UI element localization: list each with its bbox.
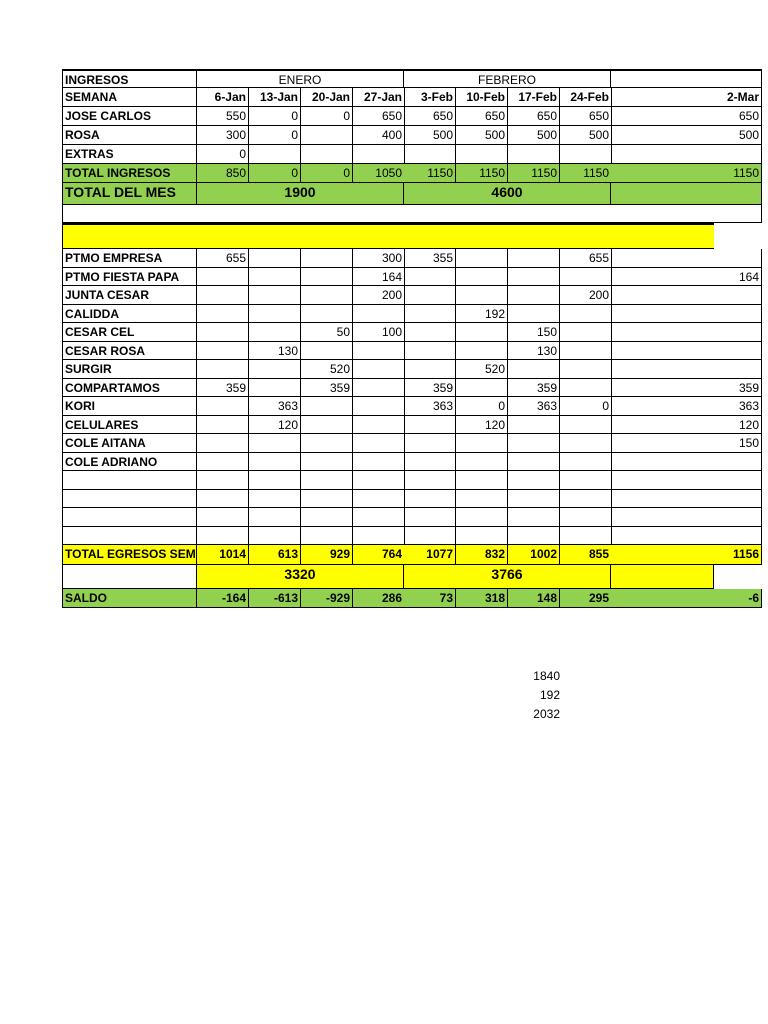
expense-row-cell[interactable] bbox=[508, 360, 560, 379]
expense-row-cell[interactable] bbox=[508, 249, 560, 268]
expense-row bbox=[62, 471, 762, 490]
expense-row-cell[interactable] bbox=[353, 397, 405, 416]
income-row-cell[interactable] bbox=[404, 145, 456, 164]
expense-row-cell[interactable] bbox=[301, 434, 353, 453]
expense-row-cell[interactable] bbox=[456, 379, 508, 398]
income-row-cell[interactable] bbox=[249, 145, 301, 164]
expense-row-cell[interactable] bbox=[560, 453, 612, 472]
expense-row-cell[interactable] bbox=[560, 527, 612, 546]
expense-row-cell[interactable] bbox=[560, 268, 612, 287]
expense-row-cell[interactable]: 363 bbox=[508, 397, 560, 416]
expense-row bbox=[62, 527, 762, 546]
expense-row-cell[interactable] bbox=[249, 286, 301, 305]
total-egresos-mes-cell[interactable]: 3320 bbox=[197, 565, 404, 589]
expense-row-cell[interactable] bbox=[560, 490, 612, 509]
expense-row-cell[interactable] bbox=[353, 434, 405, 453]
expense-row-cell[interactable] bbox=[560, 360, 612, 379]
ingresos-header[interactable]: INGRESOS bbox=[62, 69, 197, 88]
total-mes-row-month-cell[interactable]: 1900 bbox=[197, 183, 404, 205]
expense-row bbox=[62, 416, 762, 435]
expense-row-cell[interactable]: 359 bbox=[404, 379, 456, 398]
week-header[interactable]: 3-Feb bbox=[404, 88, 456, 107]
saldo-row-cell[interactable]: -929 bbox=[301, 589, 353, 608]
total-egresos-row-cell[interactable]: 1002 bbox=[508, 545, 560, 565]
expense-row-cell[interactable] bbox=[508, 453, 560, 472]
expense-row-cell[interactable]: 359 bbox=[508, 379, 560, 398]
income-row-cell[interactable]: 500 bbox=[560, 126, 612, 145]
week-header[interactable]: 27-Jan bbox=[353, 88, 405, 107]
expense-row bbox=[62, 453, 762, 472]
expense-row-cell[interactable] bbox=[353, 453, 405, 472]
expense-row bbox=[62, 434, 762, 453]
expense-row-cell[interactable]: 520 bbox=[301, 360, 353, 379]
expense-row-cell[interactable] bbox=[249, 508, 301, 527]
saldo-row bbox=[62, 589, 762, 608]
week-header[interactable]: 6-Jan bbox=[197, 88, 249, 107]
week-header[interactable]: 17-Feb bbox=[508, 88, 560, 107]
total-mes-row-month-cell[interactable]: 4600 bbox=[404, 183, 611, 205]
income-row-cell[interactable]: 300 bbox=[197, 126, 249, 145]
total-ingresos-row-cell[interactable]: 1150 bbox=[508, 164, 560, 183]
expense-row-cell[interactable] bbox=[353, 305, 405, 324]
expense-row-cell[interactable]: 130 bbox=[249, 342, 301, 361]
expense-row-cell[interactable] bbox=[560, 416, 612, 435]
expense-row-cell[interactable] bbox=[508, 286, 560, 305]
income-row-cell[interactable]: 650 bbox=[611, 107, 762, 126]
expense-row-cell[interactable] bbox=[301, 508, 353, 527]
expense-row-cell[interactable] bbox=[456, 286, 508, 305]
income-row-cell[interactable]: 650 bbox=[508, 107, 560, 126]
total-egresos-row-cell[interactable]: 855 bbox=[560, 545, 612, 565]
total-mes-row-label[interactable]: TOTAL DEL MES bbox=[62, 183, 197, 205]
spreadsheet bbox=[62, 69, 762, 614]
saldo-row-cell[interactable]: 73 bbox=[404, 589, 456, 608]
income-row-cell[interactable] bbox=[456, 145, 508, 164]
saldo-row-label[interactable]: SALDO bbox=[62, 589, 197, 608]
income-row-cell[interactable]: 550 bbox=[197, 107, 249, 126]
expense-row-cell[interactable] bbox=[611, 527, 762, 546]
expense-row-cell[interactable] bbox=[353, 342, 405, 361]
total-egresos-mes-row bbox=[62, 565, 762, 589]
income-row-cell[interactable]: 500 bbox=[404, 126, 456, 145]
side-calculation bbox=[500, 667, 560, 724]
expense-row-cell[interactable] bbox=[508, 508, 560, 527]
total-ingresos-row-cell[interactable]: 0 bbox=[249, 164, 301, 183]
expense-row-cell[interactable] bbox=[249, 268, 301, 287]
expense-row-cell[interactable] bbox=[456, 323, 508, 342]
expense-row-cell[interactable] bbox=[560, 323, 612, 342]
total-ingresos-row-cell[interactable]: 0 bbox=[301, 164, 353, 183]
expense-row-label[interactable]: PTMO FIESTA PAPA bbox=[62, 268, 197, 287]
total-ingresos-row-cell[interactable]: 1150 bbox=[611, 164, 762, 183]
expense-row-cell[interactable]: 150 bbox=[611, 434, 762, 453]
income-row-cell[interactable]: 650 bbox=[456, 107, 508, 126]
expense-row-cell[interactable] bbox=[301, 471, 353, 490]
expense-row-cell[interactable]: 359 bbox=[611, 379, 762, 398]
total-mes-row-month-cell[interactable] bbox=[611, 183, 762, 205]
expense-row-label[interactable]: PTMO EMPRESA bbox=[62, 249, 197, 268]
week-header[interactable]: 2-Mar bbox=[611, 88, 762, 107]
total-ingresos-row-cell[interactable]: 1050 bbox=[353, 164, 405, 183]
expense-row-cell[interactable]: 150 bbox=[508, 323, 560, 342]
total-ingresos-row-cell[interactable]: 1150 bbox=[404, 164, 456, 183]
week-header[interactable]: 10-Feb bbox=[456, 88, 508, 107]
expense-row-cell[interactable] bbox=[249, 490, 301, 509]
expense-row bbox=[62, 397, 762, 416]
expense-row-cell[interactable] bbox=[197, 527, 249, 546]
expense-row-cell[interactable] bbox=[611, 305, 762, 324]
expense-row-cell[interactable] bbox=[301, 453, 353, 472]
expense-row-cell[interactable] bbox=[611, 490, 762, 509]
expense-row-cell[interactable] bbox=[611, 323, 762, 342]
income-row-cell[interactable]: 500 bbox=[508, 126, 560, 145]
expense-row-cell[interactable] bbox=[197, 323, 249, 342]
expense-row-cell[interactable] bbox=[249, 360, 301, 379]
expense-row-cell[interactable] bbox=[611, 360, 762, 379]
total-mes-row bbox=[62, 183, 762, 205]
expense-row-cell[interactable] bbox=[301, 397, 353, 416]
income-row-cell[interactable] bbox=[611, 145, 762, 164]
header-months-row bbox=[62, 69, 762, 88]
income-row-cell[interactable] bbox=[353, 145, 405, 164]
expense-row-cell[interactable] bbox=[249, 323, 301, 342]
expense-row-cell[interactable] bbox=[404, 434, 456, 453]
expense-row-cell[interactable] bbox=[560, 342, 612, 361]
expense-row-label[interactable]: COMPARTAMOS bbox=[62, 379, 197, 398]
expense-row bbox=[62, 268, 762, 287]
income-row-cell[interactable] bbox=[508, 145, 560, 164]
expense-row bbox=[62, 249, 762, 268]
expense-row-cell[interactable] bbox=[611, 286, 762, 305]
expense-row-cell[interactable] bbox=[611, 508, 762, 527]
expense-row-cell[interactable] bbox=[404, 323, 456, 342]
income-row-cell[interactable]: 650 bbox=[560, 107, 612, 126]
expense-row-cell[interactable] bbox=[301, 268, 353, 287]
expense-row-cell[interactable] bbox=[353, 360, 405, 379]
expense-row-cell[interactable] bbox=[301, 490, 353, 509]
expense-row-cell[interactable]: 120 bbox=[249, 416, 301, 435]
expense-row-cell[interactable] bbox=[560, 471, 612, 490]
saldo-row-cell[interactable]: 286 bbox=[353, 589, 405, 608]
expense-row-cell[interactable] bbox=[197, 360, 249, 379]
total-egresos-mes-cell[interactable]: 3766 bbox=[404, 565, 611, 589]
expense-row-cell[interactable]: 520 bbox=[456, 360, 508, 379]
saldo-row-cell[interactable]: 318 bbox=[456, 589, 508, 608]
expense-row-cell[interactable]: 0 bbox=[560, 397, 612, 416]
expense-row-cell[interactable] bbox=[404, 527, 456, 546]
expense-row-cell[interactable] bbox=[353, 379, 405, 398]
expense-row-cell[interactable] bbox=[456, 268, 508, 287]
expense-row-cell[interactable] bbox=[249, 434, 301, 453]
saldo-row-cell[interactable]: 148 bbox=[508, 589, 560, 608]
expense-row-cell[interactable] bbox=[456, 471, 508, 490]
expense-row-cell[interactable] bbox=[404, 471, 456, 490]
expense-row-cell[interactable] bbox=[508, 305, 560, 324]
expense-row-cell[interactable]: 120 bbox=[456, 416, 508, 435]
expense-row-cell[interactable]: 363 bbox=[249, 397, 301, 416]
yellow-band[interactable] bbox=[62, 223, 714, 249]
expense-row-label[interactable]: CESAR CEL bbox=[62, 323, 197, 342]
expense-row-cell[interactable] bbox=[197, 490, 249, 509]
yellow-band-row bbox=[62, 223, 762, 249]
expense-row bbox=[62, 379, 762, 398]
expense-row-cell[interactable] bbox=[197, 397, 249, 416]
expense-row-cell[interactable] bbox=[404, 453, 456, 472]
income-row-label[interactable]: JOSE CARLOS bbox=[62, 107, 197, 126]
expense-row-cell[interactable] bbox=[249, 305, 301, 324]
income-row-cell[interactable]: 0 bbox=[249, 107, 301, 126]
expense-row-cell[interactable] bbox=[197, 508, 249, 527]
expense-row-cell[interactable] bbox=[508, 527, 560, 546]
expense-row-label[interactable]: CELULARES bbox=[62, 416, 197, 435]
expense-row-label[interactable]: JUNTA CESAR bbox=[62, 286, 197, 305]
expense-row-cell[interactable] bbox=[456, 453, 508, 472]
month-header[interactable]: FEBRERO bbox=[404, 69, 611, 88]
expense-row-cell[interactable] bbox=[249, 453, 301, 472]
expense-row-label[interactable]: SURGIR bbox=[62, 360, 197, 379]
income-row-cell[interactable] bbox=[560, 145, 612, 164]
expense-row-cell[interactable] bbox=[456, 434, 508, 453]
semana-header[interactable]: SEMANA bbox=[62, 88, 197, 107]
expense-row-cell[interactable] bbox=[456, 508, 508, 527]
saldo-row-cell[interactable]: 295 bbox=[560, 589, 612, 608]
expense-row-cell[interactable]: 164 bbox=[611, 268, 762, 287]
expense-row-cell[interactable] bbox=[404, 305, 456, 324]
total-egresos-row-cell[interactable]: 764 bbox=[353, 545, 405, 565]
expense-row-cell[interactable] bbox=[301, 305, 353, 324]
expense-row-cell[interactable]: 359 bbox=[301, 379, 353, 398]
total-ingresos-row-cell[interactable]: 1150 bbox=[560, 164, 612, 183]
expense-row-cell[interactable] bbox=[197, 268, 249, 287]
note-value: 1840 bbox=[533, 669, 560, 683]
total-egresos-row-cell[interactable]: 832 bbox=[456, 545, 508, 565]
month-header[interactable]: ENERO bbox=[197, 69, 404, 88]
week-header[interactable]: 20-Jan bbox=[301, 88, 353, 107]
expense-row-cell[interactable] bbox=[404, 286, 456, 305]
expense-row-cell[interactable]: 164 bbox=[353, 268, 405, 287]
income-row-cell[interactable]: 500 bbox=[611, 126, 762, 145]
total-egresos-row-cell[interactable]: 1077 bbox=[404, 545, 456, 565]
total-egresos-row bbox=[62, 545, 762, 565]
expense-row-cell[interactable] bbox=[560, 508, 612, 527]
spacer-row bbox=[62, 205, 762, 223]
expense-row-cell[interactable]: 200 bbox=[560, 286, 612, 305]
expense-row-cell[interactable] bbox=[197, 286, 249, 305]
total-ingresos-row bbox=[62, 164, 762, 183]
total-ingresos-row-cell[interactable]: 1150 bbox=[456, 164, 508, 183]
expense-row-cell[interactable]: 100 bbox=[353, 323, 405, 342]
expense-row-cell[interactable] bbox=[404, 490, 456, 509]
income-row-label[interactable]: EXTRAS bbox=[62, 145, 197, 164]
income-row-cell[interactable]: 500 bbox=[456, 126, 508, 145]
expense-row-cell[interactable]: 363 bbox=[611, 397, 762, 416]
expense-row-cell[interactable] bbox=[353, 471, 405, 490]
expense-row-cell[interactable] bbox=[611, 249, 762, 268]
expense-row-cell[interactable] bbox=[249, 527, 301, 546]
expense-row-cell[interactable] bbox=[404, 360, 456, 379]
total-egresos-mes-cell[interactable] bbox=[611, 565, 714, 589]
income-row bbox=[62, 126, 762, 145]
saldo-row-cell[interactable]: -164 bbox=[197, 589, 249, 608]
expense-row-cell[interactable]: 655 bbox=[560, 249, 612, 268]
expense-row-cell[interactable] bbox=[611, 453, 762, 472]
income-row-cell[interactable]: 400 bbox=[353, 126, 405, 145]
expense-row-label[interactable]: KORI bbox=[62, 397, 197, 416]
expense-row-label[interactable] bbox=[62, 527, 197, 546]
expense-row-cell[interactable]: 120 bbox=[611, 416, 762, 435]
expense-row-cell[interactable] bbox=[456, 249, 508, 268]
expense-row-cell[interactable] bbox=[560, 434, 612, 453]
expense-row-cell[interactable]: 50 bbox=[301, 323, 353, 342]
expense-row-cell[interactable]: 655 bbox=[197, 249, 249, 268]
income-row-cell[interactable] bbox=[301, 145, 353, 164]
expense-row-cell[interactable] bbox=[249, 471, 301, 490]
month-header[interactable] bbox=[611, 69, 762, 88]
expense-row-cell[interactable] bbox=[353, 527, 405, 546]
expense-row-cell[interactable] bbox=[197, 342, 249, 361]
expense-row-cell[interactable] bbox=[611, 342, 762, 361]
spacer-cell[interactable] bbox=[62, 205, 762, 223]
total-ingresos-row-cell[interactable]: 850 bbox=[197, 164, 249, 183]
expense-row-cell[interactable]: 192 bbox=[456, 305, 508, 324]
saldo-row-cell[interactable]: -613 bbox=[249, 589, 301, 608]
expense-row-cell[interactable] bbox=[508, 490, 560, 509]
expense-row-cell[interactable] bbox=[197, 416, 249, 435]
expense-row-label[interactable]: COLE AITANA bbox=[62, 434, 197, 453]
expense-row-cell[interactable] bbox=[456, 527, 508, 546]
expense-row-cell[interactable] bbox=[456, 490, 508, 509]
expense-row-cell[interactable]: 130 bbox=[508, 342, 560, 361]
expense-row-cell[interactable] bbox=[197, 471, 249, 490]
expense-row-label[interactable] bbox=[62, 490, 197, 509]
income-row-cell[interactable] bbox=[301, 126, 353, 145]
expense-row-cell[interactable] bbox=[404, 342, 456, 361]
expense-row bbox=[62, 360, 762, 379]
expense-row-cell[interactable] bbox=[301, 527, 353, 546]
expense-row bbox=[62, 323, 762, 342]
expense-row-cell[interactable] bbox=[404, 508, 456, 527]
expense-row-cell[interactable]: 359 bbox=[197, 379, 249, 398]
expense-row-cell[interactable] bbox=[456, 342, 508, 361]
expense-row-cell[interactable] bbox=[353, 490, 405, 509]
expense-row-cell[interactable]: 200 bbox=[353, 286, 405, 305]
income-row bbox=[62, 145, 762, 164]
expense-row-cell[interactable]: 0 bbox=[456, 397, 508, 416]
expense-row-cell[interactable] bbox=[508, 434, 560, 453]
expense-row-cell[interactable] bbox=[301, 286, 353, 305]
expense-row-cell[interactable] bbox=[404, 416, 456, 435]
expense-row-cell[interactable] bbox=[249, 379, 301, 398]
expense-row-label[interactable]: CESAR ROSA bbox=[62, 342, 197, 361]
expense-row-cell[interactable] bbox=[560, 379, 612, 398]
income-row-cell[interactable]: 650 bbox=[353, 107, 405, 126]
expense-row-cell[interactable] bbox=[301, 249, 353, 268]
expense-row-cell[interactable] bbox=[508, 416, 560, 435]
expense-row-cell[interactable]: 355 bbox=[404, 249, 456, 268]
income-row-cell[interactable]: 0 bbox=[197, 145, 249, 164]
expense-row-cell[interactable] bbox=[197, 453, 249, 472]
income-row-cell[interactable]: 0 bbox=[249, 126, 301, 145]
expense-row-cell[interactable]: 300 bbox=[353, 249, 405, 268]
total-egresos-row-cell[interactable]: 613 bbox=[249, 545, 301, 565]
income-row bbox=[62, 107, 762, 126]
header-weeks-row bbox=[62, 88, 762, 107]
income-row-cell[interactable]: 650 bbox=[404, 107, 456, 126]
expense-row-cell[interactable] bbox=[301, 416, 353, 435]
expense-row-cell[interactable] bbox=[197, 305, 249, 324]
expense-row-cell[interactable] bbox=[353, 508, 405, 527]
total-egresos-mes-label[interactable] bbox=[62, 565, 197, 589]
saldo-row-cell[interactable]: -6 bbox=[611, 589, 762, 608]
note-value: 192 bbox=[539, 688, 560, 702]
expense-row-label[interactable]: COLE ADRIANO bbox=[62, 453, 197, 472]
expense-row bbox=[62, 342, 762, 361]
expense-row-label[interactable] bbox=[62, 508, 197, 527]
total-ingresos-row-label[interactable]: TOTAL INGRESOS bbox=[62, 164, 197, 183]
income-row-cell[interactable]: 0 bbox=[301, 107, 353, 126]
expense-row-cell[interactable] bbox=[611, 471, 762, 490]
expense-row-label[interactable]: CALIDDA bbox=[62, 305, 197, 324]
total-egresos-row-label[interactable]: TOTAL EGRESOS SEM bbox=[62, 545, 197, 565]
total-egresos-row-cell[interactable]: 929 bbox=[301, 545, 353, 565]
week-header[interactable]: 13-Jan bbox=[249, 88, 301, 107]
expense-row-cell[interactable] bbox=[197, 434, 249, 453]
expense-row-cell[interactable] bbox=[353, 416, 405, 435]
expense-row-cell[interactable] bbox=[508, 268, 560, 287]
expense-row-cell[interactable] bbox=[508, 471, 560, 490]
expense-row-cell[interactable] bbox=[560, 305, 612, 324]
income-row-label[interactable]: ROSA bbox=[62, 126, 197, 145]
expense-row-cell[interactable]: 363 bbox=[404, 397, 456, 416]
note-value: 2032 bbox=[533, 707, 560, 721]
expense-row bbox=[62, 508, 762, 527]
expense-row-label[interactable] bbox=[62, 471, 197, 490]
expense-row-cell[interactable] bbox=[249, 249, 301, 268]
expense-row-cell[interactable] bbox=[301, 342, 353, 361]
expense-row bbox=[62, 286, 762, 305]
expense-row-cell[interactable] bbox=[404, 268, 456, 287]
expense-row bbox=[62, 490, 762, 509]
total-egresos-row-cell[interactable]: 1014 bbox=[197, 545, 249, 565]
expense-row bbox=[62, 305, 762, 324]
total-egresos-row-cell[interactable]: 1156 bbox=[611, 545, 762, 565]
week-header[interactable]: 24-Feb bbox=[560, 88, 612, 107]
